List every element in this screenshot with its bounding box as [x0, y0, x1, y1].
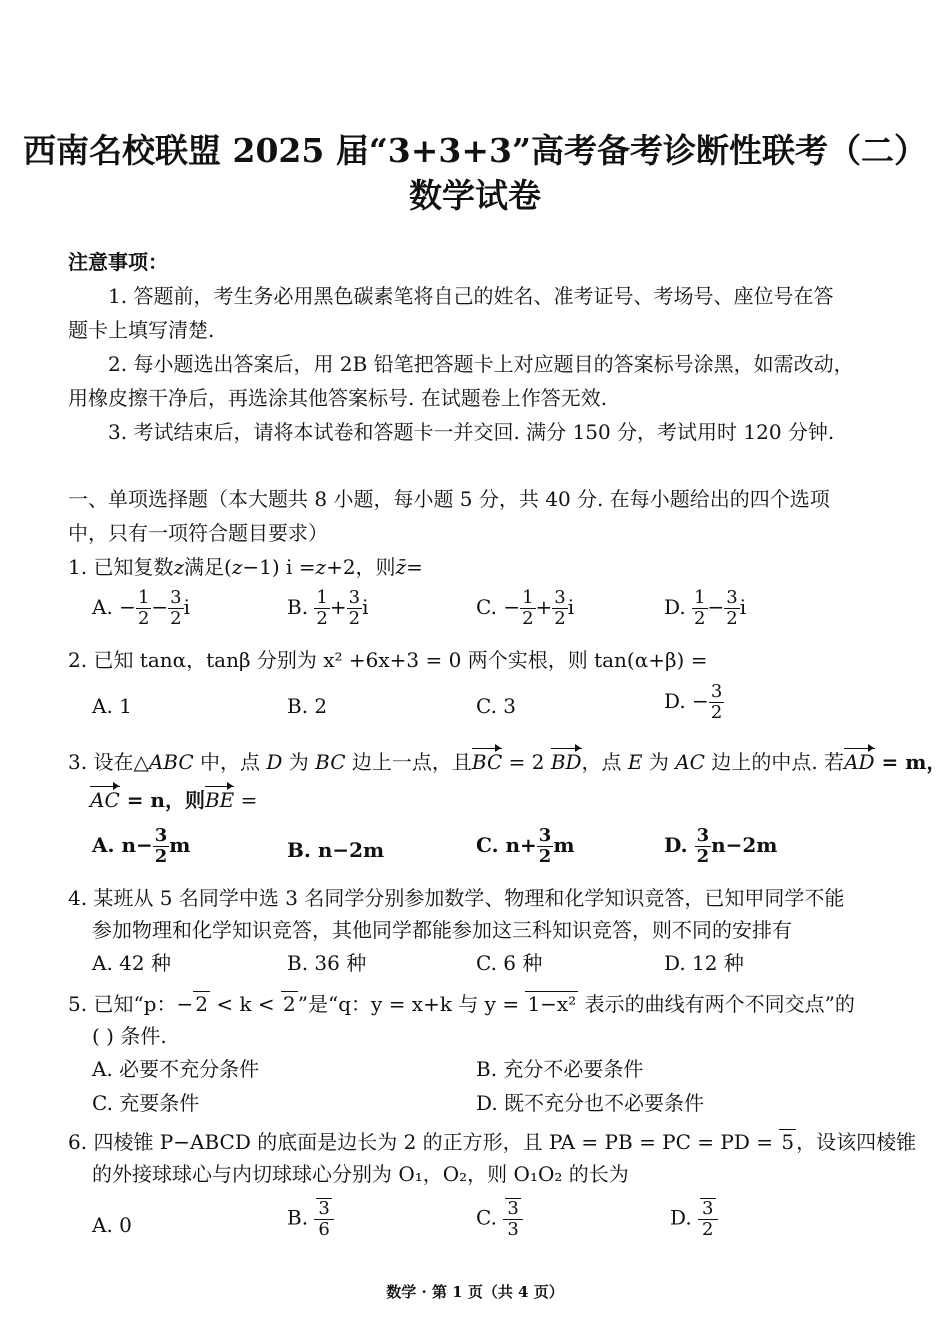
question-5-option-c[interactable]: C. 充要条件 [92, 1091, 200, 1115]
question-4-option-a[interactable]: A. 42 种 [92, 951, 171, 975]
question-5-option-a[interactable]: A. 必要不充分条件 [92, 1057, 260, 1081]
question-2-option-b[interactable]: B. 2 [287, 694, 328, 718]
notice-item-2-line-2: 用橡皮擦干净后，再选涂其他答案标号. 在试题卷上作答无效. [68, 386, 608, 410]
exam-subtitle: 数学试卷 [409, 176, 541, 215]
question-3-option-c[interactable]: C. n+ $\frac{3}{2}$ m [476, 825, 575, 867]
question-6-option-d[interactable]: D. $\frac{3}{2}$ [670, 1198, 718, 1240]
question-2-option-a[interactable]: A. 1 [92, 694, 132, 718]
question-4-option-b[interactable]: B. 36 种 [287, 951, 367, 975]
question-1-option-c[interactable]: C. − $\frac{1}{2}$ + $\frac{3}{2}$ i [476, 587, 575, 629]
question-1-option-a[interactable]: A. − $\frac{1}{2}$ − $\frac{3}{2}$ i [92, 587, 191, 629]
question-4-option-c[interactable]: C. 6 种 [476, 951, 543, 975]
question-3-option-b[interactable]: B. n−2m [287, 838, 385, 862]
question-4-stem-line-2: 参加物理和化学知识竞答，其他同学都能参加这三科知识竞答，则不同的安排有 [92, 918, 792, 942]
notice-heading: 注意事项： [68, 250, 168, 274]
question-3-option-d[interactable]: D. $\frac{3}{2}$ n−2m [664, 825, 778, 867]
question-6-stem-line-1: 6. 四棱锥 P−ABCD 的底面是边长为 2 的正方形，且 PA = PB = PC = PD = 5 ，设该四棱锥 [68, 1130, 917, 1154]
question-5-option-b[interactable]: B. 充分不必要条件 [476, 1057, 644, 1081]
question-4-stem-line-1: 4. 某班从 5 名同学中选 3 名同学分别参加数学、物理和化学知识竞答，已知甲同学不能 [68, 886, 845, 910]
question-5-stem-line-2: ( ) 条件. [92, 1024, 167, 1048]
question-6-option-a[interactable]: A. 0 [92, 1213, 132, 1237]
question-1-option-d[interactable]: D. $\frac{1}{2}$ − $\frac{3}{2}$ i [664, 587, 747, 629]
question-3-option-a[interactable]: A. n− $\frac{3}{2}$ m [92, 825, 191, 867]
question-6-option-b[interactable]: B. $\frac{3}{6}$ [287, 1198, 334, 1240]
notice-item-3: 3. 考试结束后，请将本试卷和答题卡一并交回. 满分 150 分，考试用时 120 分钟. [108, 420, 835, 444]
page-footer: 数学 · 第 1 页（共 4 页） [386, 1283, 564, 1301]
question-6-stem-line-2: 的外接球球心与内切球球心分别为 O₁，O₂，则 O₁O₂ 的长为 [92, 1162, 629, 1186]
section-heading-line-2: 中，只有一项符合题目要求） [68, 521, 328, 545]
question-2-stem: 2. 已知 tanα，tanβ 分别为 x² +6x+3 = 0 两个实根，则 tan(α+β) = [68, 648, 708, 672]
question-2-option-c[interactable]: C. 3 [476, 694, 517, 718]
notice-item-1-line-2: 题卡上填写清楚. [68, 318, 215, 342]
question-5-option-d[interactable]: D. 既不充分也不必要条件 [476, 1091, 705, 1115]
question-3-stem-line-1: 3. 设在△ABC 中，点 D 为 BC 边上一点，且BC = 2 BD，点 E 为 AC 边上的中点. 若AD = m， [68, 750, 947, 774]
question-1-option-b[interactable]: B. $\frac{1}{2}$ + $\frac{3}{2}$ i [287, 587, 369, 629]
question-5-stem-line-1: 5. 已知“p：− 2 < k < 2 ”是“q：y = x+k 与 y = 1−x² 表示的曲线有两个不同交点”的 [68, 992, 855, 1016]
notice-item-2-line-1: 2. 每小题选出答案后，用 2B 铅笔把答题卡上对应题目的答案标号涂黑，如需改动， [108, 352, 854, 376]
section-heading-line-1: 一、单项选择题（本大题共 8 小题，每小题 5 分，共 40 分. 在每小题给出的四个选项 [68, 487, 830, 511]
notice-item-1-line-1: 1. 答题前，考生务必用黑色碳素笔将自己的姓名、准考证号、考场号、座位号在答 [108, 284, 834, 308]
question-4-option-d[interactable]: D. 12 种 [664, 951, 744, 975]
question-1-stem: 1. 已知复数z满足(z−1) i =z+2，则z̄= [68, 555, 423, 579]
exam-title: 西南名校联盟 2025 届“3+3+3”高考备考诊断性联考（二） [23, 131, 927, 170]
question-3-stem-line-2: AC = n，则BE = [90, 788, 258, 812]
question-2-option-d[interactable]: D. − $\frac{3}{2}$ [664, 681, 723, 723]
question-6-option-c[interactable]: C. $\frac{3}{3}$ [476, 1198, 523, 1240]
